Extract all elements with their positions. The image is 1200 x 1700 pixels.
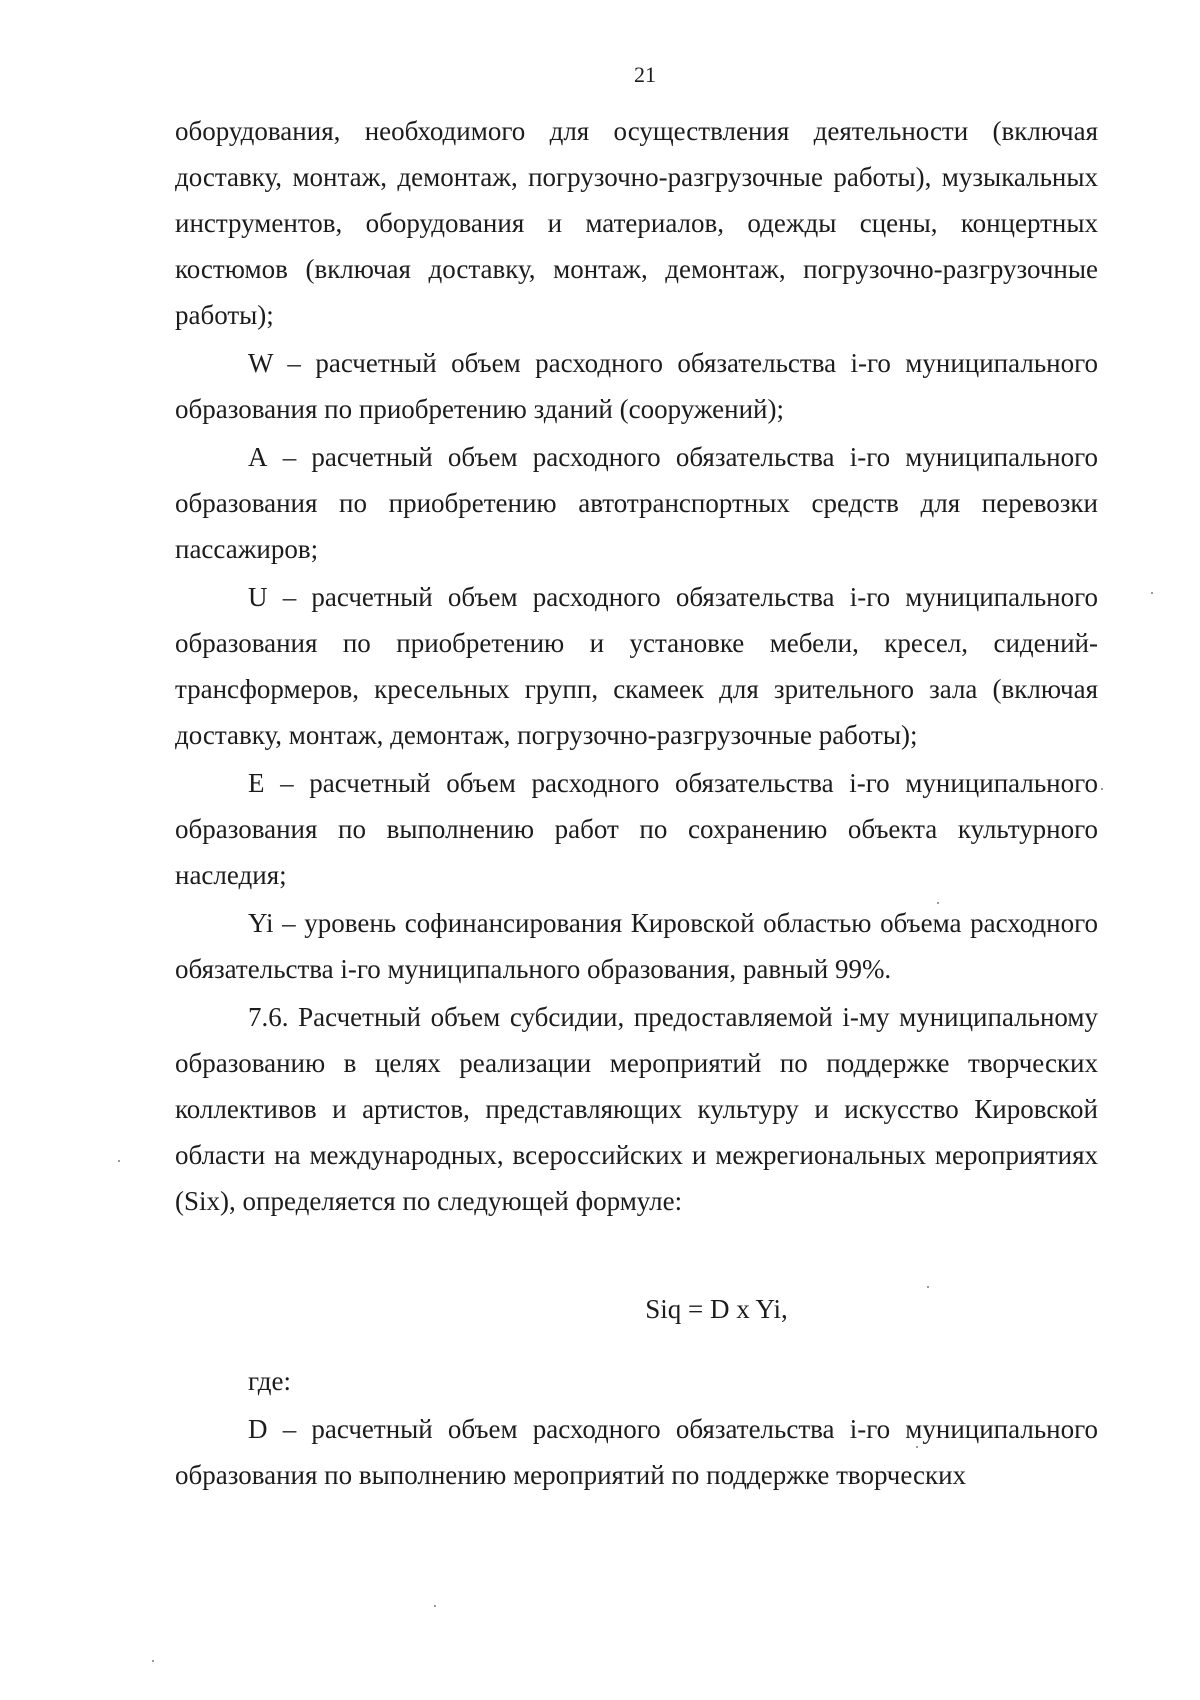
scan-speck <box>937 902 939 904</box>
paragraph-d-definition: D – расчетный объем расходного обязательства i-го муниципального образования по выполнению мероприятий по поддержке творческих <box>175 1414 1098 1490</box>
scan-speck <box>118 1160 120 1162</box>
scan-speck <box>1101 788 1103 790</box>
paragraph-u-definition: U – расчетный объем расходного обязательства i-го муниципального образования по приобретению и установке мебели, кресел, сидений-трансформеров, кресельных групп, скамеек для зрительного зала (включая доставку, монтаж, демонтаж, погрузочно-разгрузочные работы); <box>175 582 1098 750</box>
paragraph-w-definition: W – расчетный объем расходного обязательства i-го муниципального образования по приобретению зданий (сооружений); <box>175 348 1098 424</box>
document-body <box>175 108 1098 1498</box>
where-label: где: <box>248 1366 291 1396</box>
paragraph-yi-definition: Yi – уровень софинансирования Кировской областью объема расходного обязательства i-го муниципального образования, равный 99%. <box>175 908 1098 984</box>
scan-speck <box>152 1660 154 1662</box>
paragraph-a-definition: А – расчетный объем расходного обязательства i-го муниципального образования по приобретению автотранспортных средств для перевозки пассажиров; <box>175 442 1098 564</box>
paragraph-e-definition: Е – расчетный объем расходного обязательства i-го муниципального образования по выполнению работ по сохранению объекта культурного наследия; <box>175 768 1098 890</box>
formula: Siq = D x Yi, <box>645 1294 788 1324</box>
scan-speck <box>927 1286 929 1288</box>
scan-speck <box>1151 592 1153 594</box>
paragraph-continuation: оборудования, необходимого для осуществления деятельности (включая доставку, монтаж, демонтаж, погрузочно-разгрузочные работы), музыкальных инструментов, оборудования и материалов, одежды сцены, концертных костюмов (включая доставку, монтаж, демонтаж, погрузочно-разгрузочные работы); <box>175 116 1098 330</box>
scan-speck <box>916 1446 918 1448</box>
paragraph-section-7-6: 7.6. Расчетный объем субсидии, предоставляемой i-му муниципальному образованию в целях реализации мероприятий по поддержке творческих коллективов и артистов, представляющих культуру и искусство Кировской области на международных, всероссийских и межрегиональных мероприятиях (Six), определяется по следующей формуле: <box>175 1002 1098 1216</box>
page-number: 21 <box>634 62 656 87</box>
scan-speck <box>434 1605 436 1607</box>
